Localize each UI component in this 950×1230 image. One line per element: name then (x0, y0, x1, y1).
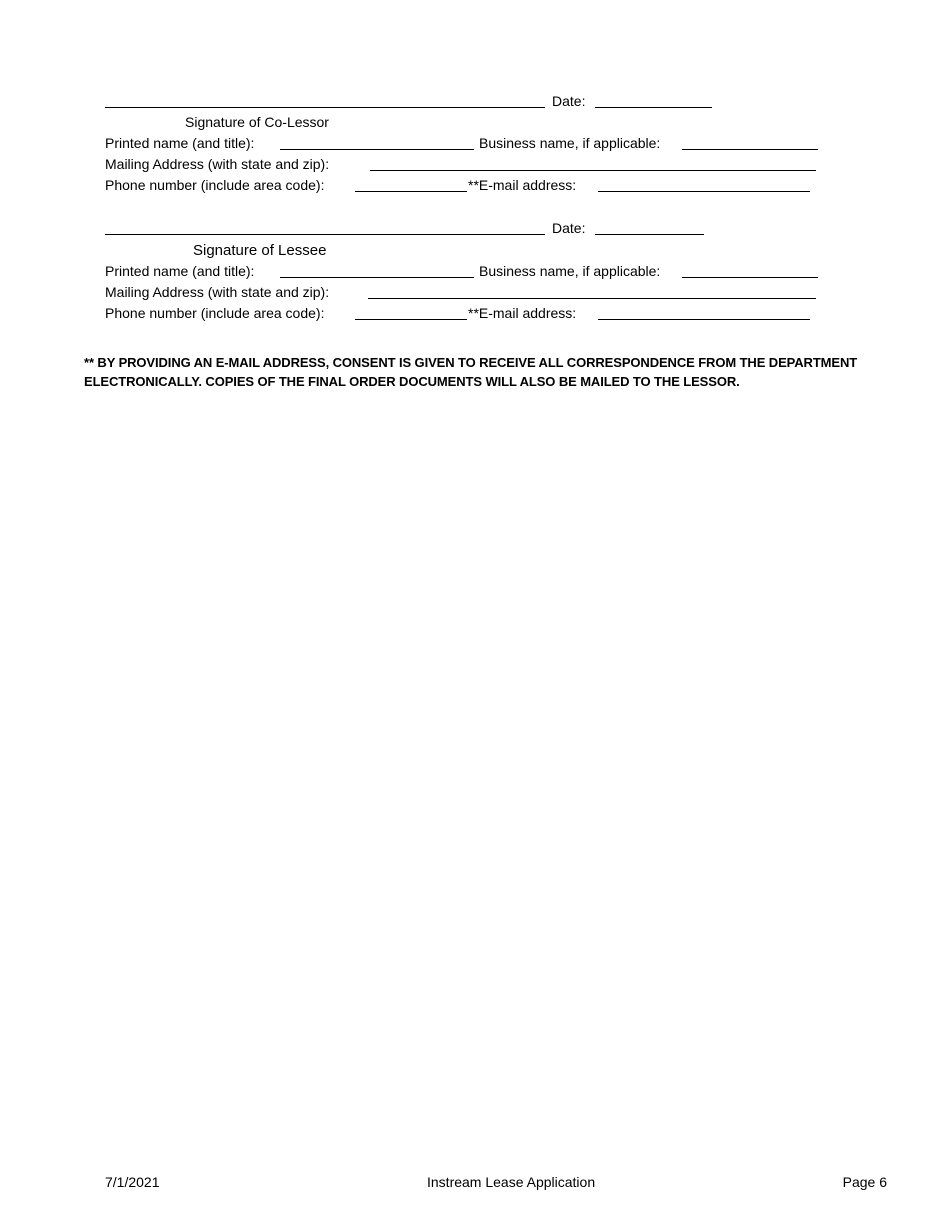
co-lessor-email-label: **E-mail address: (468, 177, 577, 193)
co-lessor-signature-caption: Signature of Co-Lessor (185, 114, 329, 130)
lessee-email-label: **E-mail address: (468, 305, 577, 321)
co-lessor-business-name-field[interactable] (682, 149, 818, 150)
footer-page-number: Page 6 (842, 1174, 887, 1190)
co-lessor-name-row (105, 133, 825, 154)
co-lessor-phone-label: Phone number (include area code): (105, 177, 325, 193)
lessee-signature-line[interactable] (105, 234, 545, 235)
lessee-name-row (105, 261, 825, 282)
lessee-business-name-field[interactable] (682, 277, 818, 278)
lessee-contact-row (105, 303, 825, 324)
lessee-date-field[interactable] (595, 234, 704, 235)
co-lessor-email-field[interactable] (598, 191, 810, 192)
lessee-caption-row (105, 239, 825, 261)
lessee-signature-caption: Signature of Lessee (193, 242, 327, 259)
lessee-mailing-address-label: Mailing Address (with state and zip): (105, 284, 330, 300)
lessee-printed-name-label: Printed name (and title): (105, 263, 255, 279)
co-lessor-printed-name-field[interactable] (280, 149, 474, 150)
co-lessor-business-name-label: Business name, if applicable: (479, 135, 661, 151)
lessee-phone-label: Phone number (include area code): (105, 305, 325, 321)
lessee-signature-row (105, 218, 825, 239)
co-lessor-caption-row (105, 112, 825, 133)
co-lessor-signature-block (105, 91, 825, 196)
footer-date: 7/1/2021 (105, 1174, 160, 1190)
lessee-mailing-address-field[interactable] (368, 298, 816, 299)
lessee-signature-block (105, 218, 825, 324)
co-lessor-phone-field[interactable] (355, 191, 467, 192)
co-lessor-mailing-address-field[interactable] (370, 170, 816, 171)
co-lessor-date-label: Date: (552, 93, 586, 109)
lessee-email-field[interactable] (598, 319, 810, 320)
co-lessor-address-row (105, 154, 825, 175)
lessee-printed-name-field[interactable] (280, 277, 474, 278)
lessee-business-name-label: Business name, if applicable: (479, 263, 661, 279)
footer-title: Instream Lease Application (427, 1174, 596, 1190)
co-lessor-mailing-address-label: Mailing Address (with state and zip): (105, 156, 330, 172)
co-lessor-signature-line[interactable] (105, 107, 545, 108)
lessee-address-row (105, 282, 825, 303)
co-lessor-contact-row (105, 175, 825, 196)
co-lessor-printed-name-label: Printed name (and title): (105, 135, 255, 151)
co-lessor-date-field[interactable] (595, 107, 712, 108)
email-consent-notice: ** BY PROVIDING AN E-MAIL ADDRESS, CONSENT IS GIVEN TO RECEIVE ALL CORRESPONDENCE FROM THE DEPARTMENT ELECTRONICALLY. COPIES OF THE FINAL ORDER DOCUMENTS WILL ALSO BE MAILED TO THE LESSOR. (84, 355, 858, 389)
lessee-phone-field[interactable] (355, 319, 467, 320)
co-lessor-signature-row (105, 91, 825, 112)
lessee-date-label: Date: (552, 220, 586, 236)
